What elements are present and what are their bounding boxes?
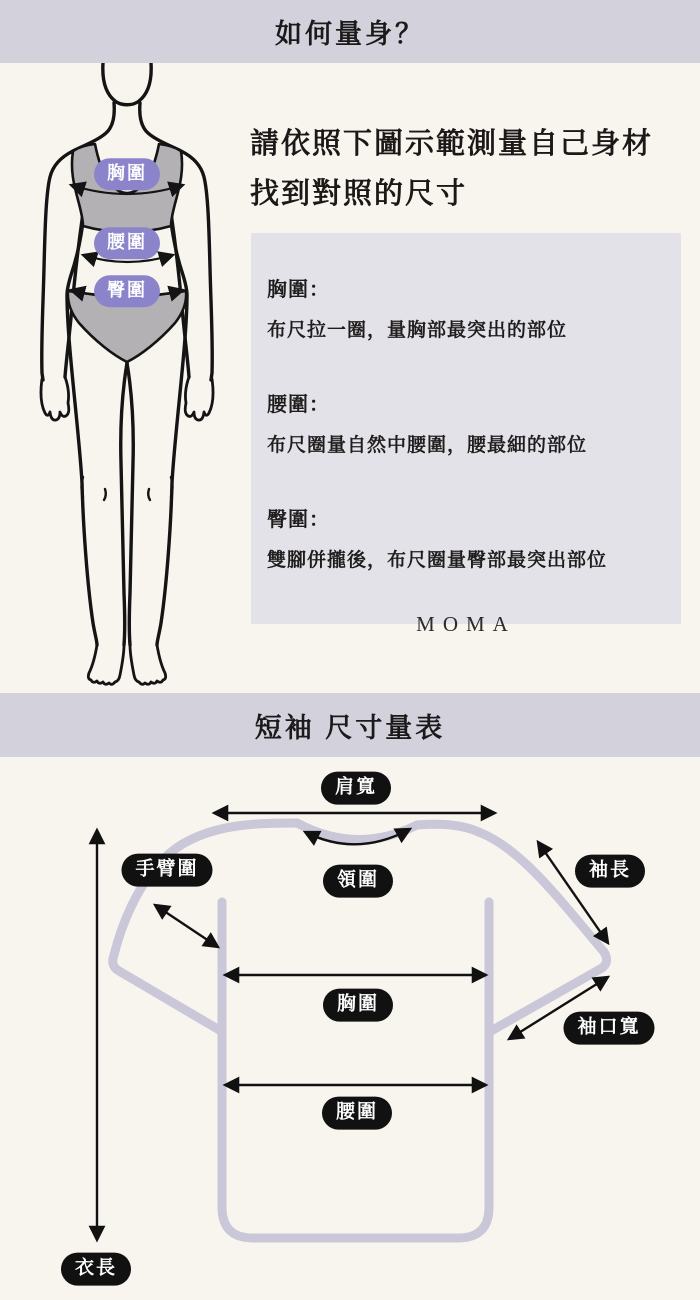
- shoulder-width-pill: 肩寬: [321, 772, 391, 805]
- chart-section-title: 短袖 尺寸量表: [254, 712, 446, 743]
- bust-term: 胸圍：: [267, 279, 330, 301]
- waist-term: 腰圍：: [267, 394, 330, 416]
- brand-logo: MOMA: [416, 612, 516, 636]
- measure-instruction-box: [251, 233, 681, 636]
- bust-instruction: [267, 273, 665, 342]
- waist-width-pill: 腰圍: [322, 1097, 392, 1130]
- hip-term: 臀圍：: [267, 509, 330, 531]
- hip-description: 雙腳併攏後，布尺圈量臀部最突出部位: [267, 550, 608, 571]
- collar-pill: 領圍: [323, 865, 393, 898]
- hip-instruction: [267, 503, 665, 572]
- body-figure-illustration: [25, 63, 275, 693]
- waist-label-pill: 腰圍: [94, 227, 160, 259]
- waist-description: 布尺圈量自然中腰圍，腰最細的部位: [267, 435, 588, 456]
- measure-section-header: [0, 0, 700, 63]
- hip-label-pill: 臀圍: [94, 275, 160, 307]
- sleeve-length-pill: 袖長: [575, 855, 645, 888]
- waist-instruction: [267, 388, 665, 457]
- measure-intro-line2: 找到對照的尺寸: [250, 178, 468, 210]
- measure-intro-text: [250, 119, 680, 219]
- bust-label-pill: 胸圍: [94, 158, 160, 190]
- bust-width-pill: 胸圍: [323, 989, 393, 1022]
- measure-section-title: 如何量身？: [275, 19, 425, 49]
- chart-section-header: [0, 693, 700, 757]
- arm-circumference-arrow: [155, 905, 218, 947]
- cuff-width-pill: 袖口寬: [563, 1012, 654, 1045]
- arm-circumference-pill: 手臂圍: [121, 854, 212, 887]
- garment-length-pill: 衣長: [61, 1253, 131, 1286]
- measure-intro-line1: 請依照下圖示範測量自己身材: [250, 128, 654, 160]
- bust-description: 布尺拉一圈，量胸部最突出的部位: [267, 320, 568, 341]
